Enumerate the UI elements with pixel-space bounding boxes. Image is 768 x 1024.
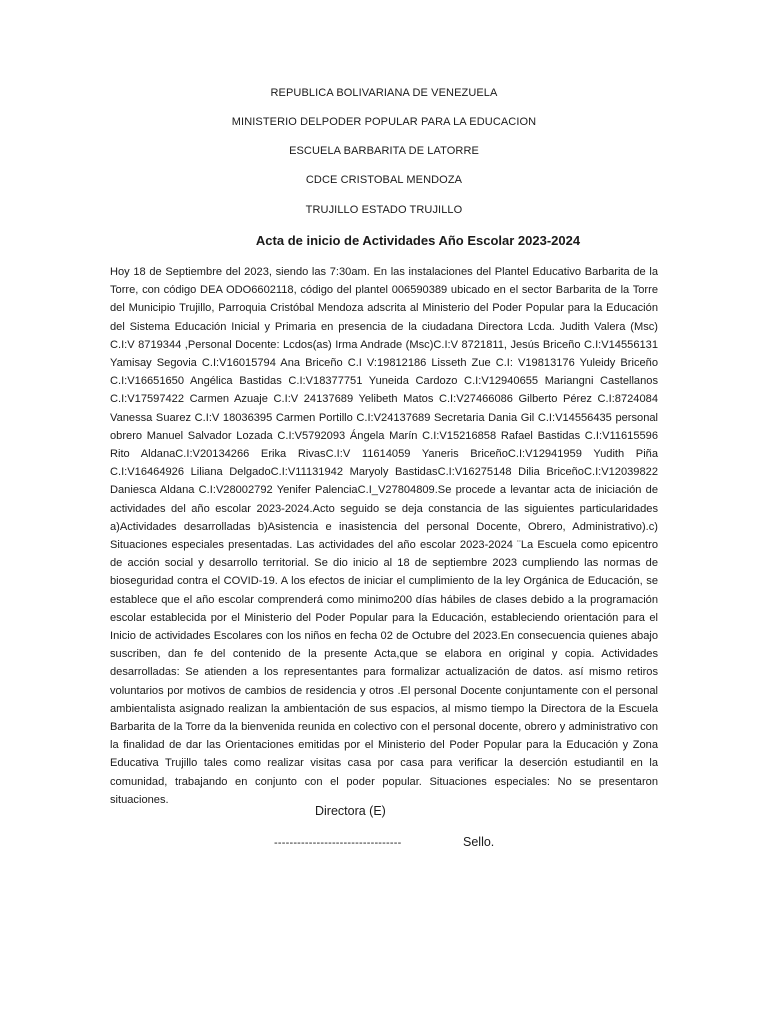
- header-location: TRUJILLO ESTADO TRUJILLO: [305, 204, 463, 216]
- signature-line: ---------------------------------: [274, 837, 402, 849]
- seal-label: Sello.: [463, 835, 495, 849]
- document-title: Acta de inicio de Actividades Año Escolar 2023-2024: [255, 233, 581, 248]
- document-body: Hoy 18 de Septiembre del 2023, siendo las 7:30am. En las instalaciones del Plantel Educativo Barbarita de la Torre, con código DEA ODO6602118, código del plantel 006590389 ubicado en el sector Barbarita de la Torre del Municipio Trujillo, Parroquia Cristóbal Mendoza adscrita al Ministerio del Poder Popular para la Educación del Sistema Educación Inicial y Primaria en presencia de la ciudadana Directora Lcda. Judith Valera (Msc) C.I:V 8719344 ,Personal Docente: Lcdos(as) Irma Andrade (Msc)C.I:V 8721811, Jesús Briceño C.I:V14556131 Yamisay Segovia C.I:V16015794 Ana Briceño C.I V:19812186 Lisseth Zue C.I: V19813176 Yuleidy Briceño C.I:V16651650 Angélica Bastidas C.I:V18377751 Yuneida Cardozo C.I:V12940655 Mariangni Castellanos C.I:V17597422 Carmen Azuaje C.I:V 24137689 Yelibeth Matos C.I:V27466086 Gilberto Pérez C.I:8724084 Vanessa Suarez C.I:V 18036395 Carmen Portillo C.I:V24137689 Secretaria Dania Gil C.I:V14556435 personal obrero Manuel Salvador Lozada C.I:V5792093 Ángela Marín C.I:V15216858 Rafael Bastidas C.I:V11615596 Rito AldanaC.I:V20134266 Erika RivasC.I:V 11614059 Yaneris BriceñoC.I:V12941959 Yudith Piña C.I:V16464926 Liliana DelgadoC.I:V11131942 Maryoly BastidasC.I:V16275148 Dilia BriceñoC.I:V12039822 Daniesca Aldana C.I:V28002792 Yenifer PalenciaC.I_V27804809.Se procede a levantar acta de iniciación de actividades del año escolar 2023-2024.Acto seguido se deja constancia de las siguientes particularidades a)Actividades desarrolladas b)Asistencia e inasistencia del personal Docente, Obrero, Administrativo).c) Situaciones especiales presentadas. Las actividades del año escolar 2023-2024 ¨La Escuela como epicentro de acción social y desarrollo territorial. Se dio inicio al 18 de septiembre 2023 cumpliendo las normas de bioseguridad contra el COVID-19. A los efectos de iniciar el cumplimiento de la ley Orgánica de Educación, se establece que el año escolar comprenderá como minimo200 días hábiles de clases debido a la programación escolar establecida por el Ministerio del Poder Popular para la Educación, estableciendo orientación para el Inicio de actividades Escolares con los niños en fecha 02 de Octubre del 2023.En consecuencia quienes abajo suscriben, dan fe del contenido de la presente Acta,que se elabora en original y copia. Actividades desarrolladas: Se atienden a los representantes para formalizar actualización de datos. así mismo retiros voluntarios por motivos de cambios de residencia y otros .El personal Docente conjuntamente con el personal ambientalista asignado realizan la ambientación de sus espacios, al mismo tiempo la Directora de la Escuela Barbarita de la Torre da la bienvenida reunida en colectivo con el personal docente, obrero y administrativo con la finalidad de dar las Orientaciones emitidas por el Ministerio del Poder Popular para la Educación y Zona Educativa Trujillo tales como realizar visitas casa por casa para verificar la deserción estudiantil en la comunidad, trabajando en conjunto con el poder popular. Situaciones especiales: No se presentaron situaciones.: [110, 266, 658, 806]
- signature-role: Directora (E): [315, 804, 386, 818]
- header-ministry: MINISTERIO DELPODER POPULAR PARA LA EDUCACION: [231, 116, 537, 128]
- header-cdce: CDCE CRISTOBAL MENDOZA: [305, 174, 463, 186]
- header-republic: REPUBLICA BOLIVARIANA DE VENEZUELA: [270, 87, 498, 99]
- header-school: ESCUELA BARBARITA DE LATORRE: [289, 145, 479, 157]
